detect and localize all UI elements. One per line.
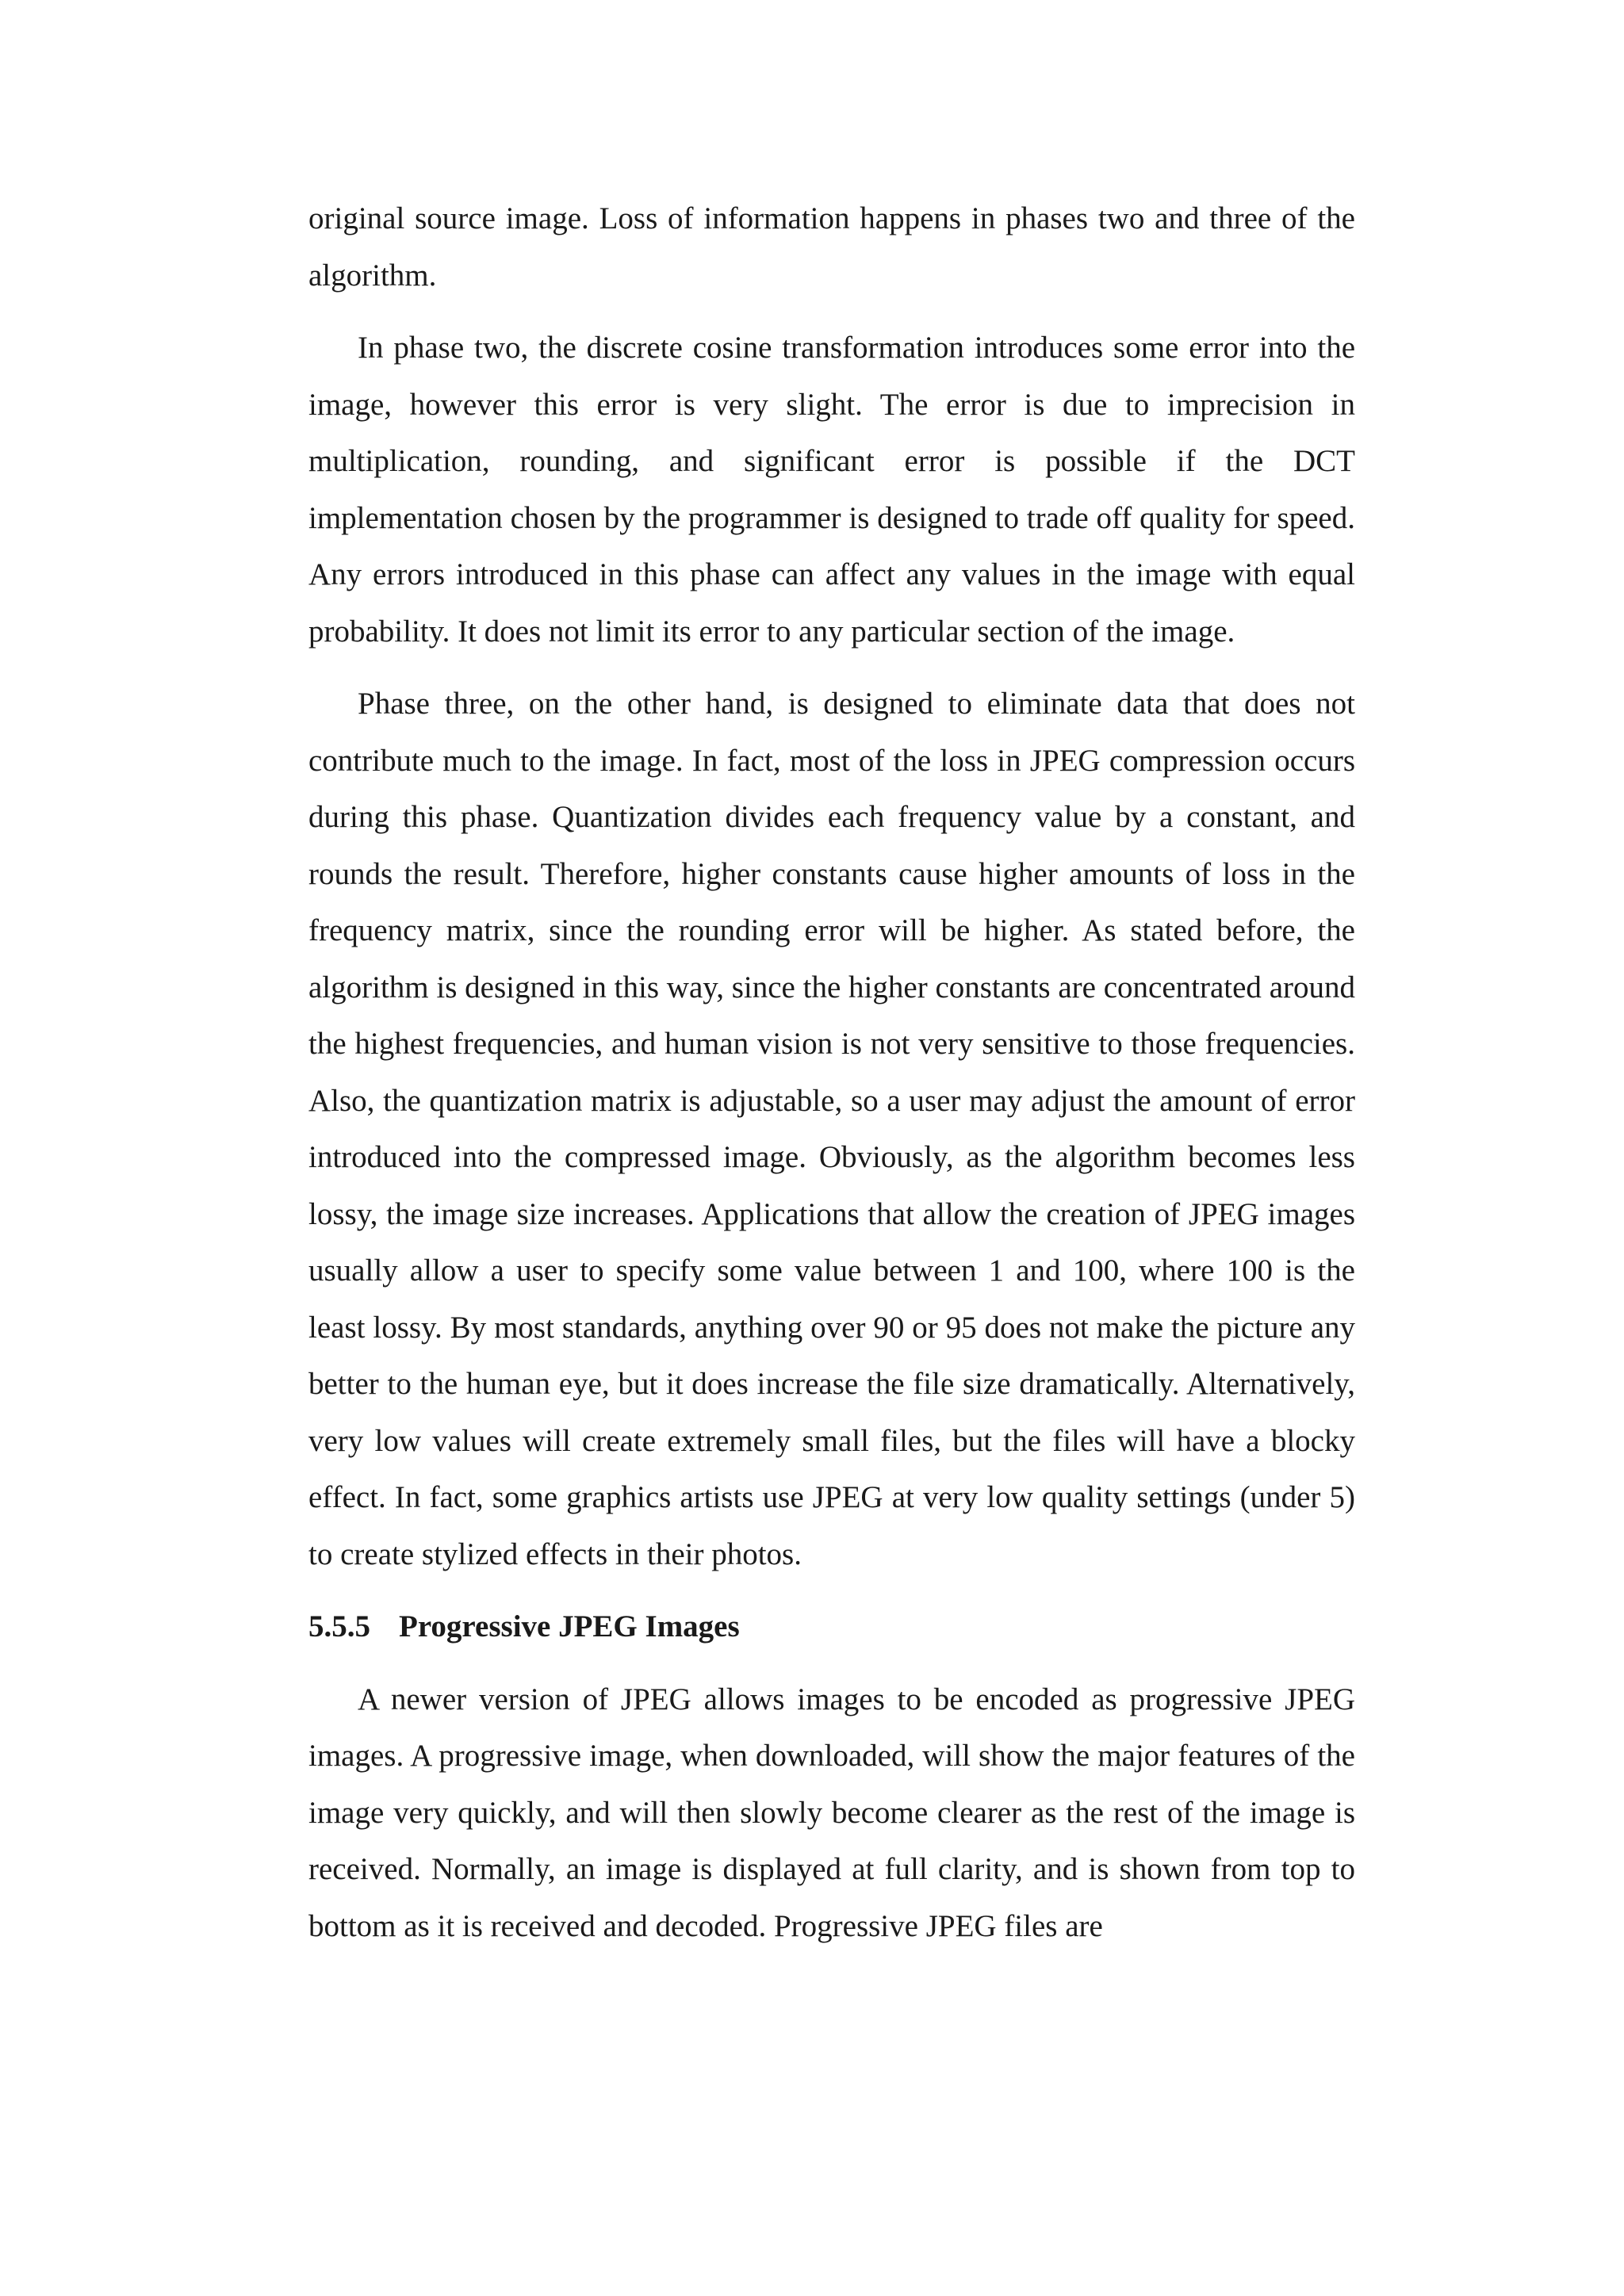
paragraph-phase-three: Phase three, on the other hand, is designed to eliminate data that does not contribute much to the image. In fact, most of the loss in JPEG compression occurs during this phase. Quantization divides each frequency value by a constant, and rounds the result. Therefore, higher constants cause higher amounts of loss in the frequency matrix, since the rounding error will be higher. As stated before, the algorithm is designed in this way, since the higher constants are concentrated around the highest frequencies, and human vision is not very sensitive to those frequencies. Also, the quantization matrix is adjustable, so a user may adjust the amount of error introduced into the compressed image. Obviously, as the algorithm becomes less lossy, the image size increases. Applications that allow the creation of JPEG images usually allow a user to specify some value between 1 and 100, where 100 is the least lossy. By most standards, anything over 90 or 95 does not make the picture any better to the human eye, but it does increase the file size dramatically. Alternatively, very low values will create extremely small files, but the files will have a blocky effect. In fact, some graphics artists use JPEG at very low quality settings (under 5) to create stylized effects in their photos.	[308, 687, 1355, 1571]
section-number: 5.5.5	[308, 1609, 370, 1644]
document-page	[308, 190, 1355, 1970]
paragraph-progressive-jpeg: A newer version of JPEG allows images to be encoded as progressive JPEG images. A progressive image, when downloaded, will show the major features of the image very quickly, and will then slowly become clearer as the rest of the image is received. Normally, an image is displayed at full clarity, and is shown from top to bottom as it is received and decoded. Progressive JPEG files are	[308, 1682, 1355, 1943]
paragraph-continuation: original source image. Loss of information happens in phases two and three of the algorithm.	[308, 201, 1355, 293]
section-title: Progressive JPEG Images	[399, 1609, 740, 1644]
section-heading	[308, 1598, 1355, 1655]
paragraph-phase-two: In phase two, the discrete cosine transformation introduces some error into the image, however this error is very slight. The error is due to imprecision in multiplication, rounding, and significant error is possible if the DCT implementation chosen by the programmer is designed to trade off quality for speed. Any errors introduced in this phase can affect any values in the image with equal probability. It does not limit its error to any particular section of the image.	[308, 331, 1355, 649]
